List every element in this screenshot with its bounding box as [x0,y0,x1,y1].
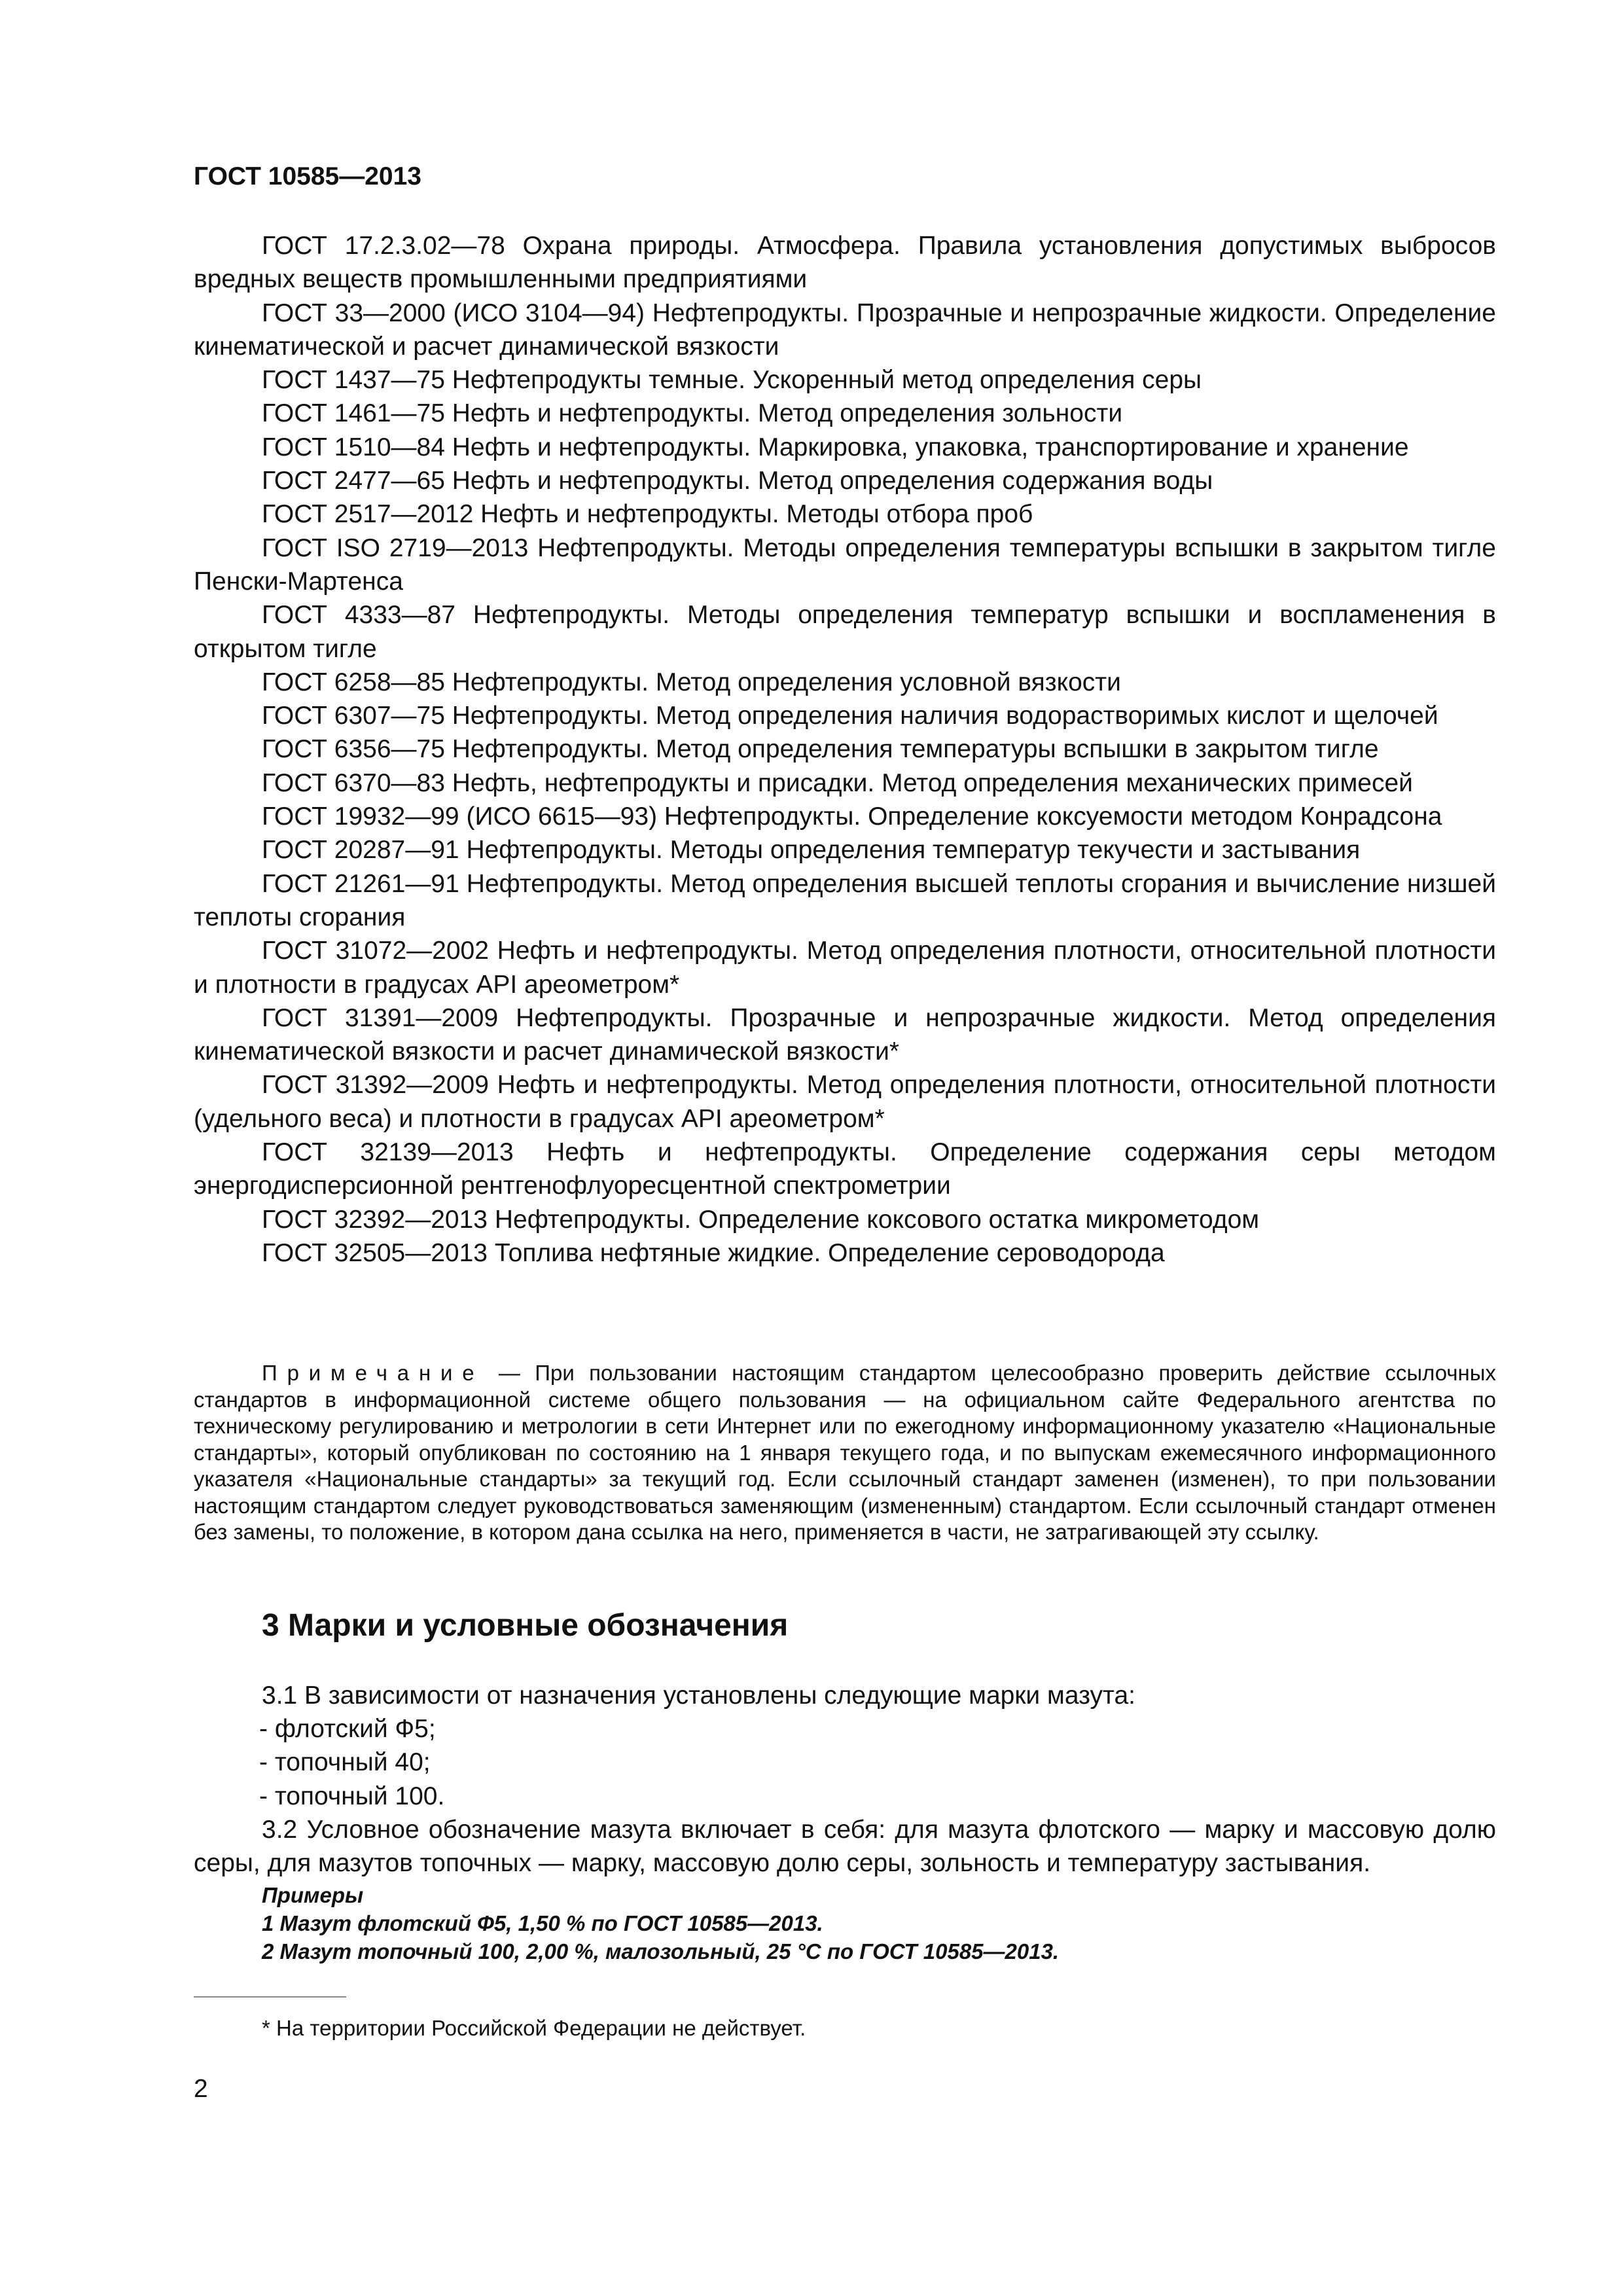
reference-item: ГОСТ 17.2.3.02—78 Охрана природы. Атмосфера. Правила установления допустимых выбросов вредных веществ промышленными предприятиями [194,232,1496,294]
reference-item: ГОСТ 21261—91 Нефтепродукты. Метод определения высшей теплоты сгорания и вычисление низшей теплоты сгорания [194,869,1496,931]
reference-item: ГОСТ 32505—2013 Топлива нефтяные жидкие. Определение сероводорода [262,1238,1165,1267]
reference-item: ГОСТ 32139—2013 Нефть и нефтепродукты. Определение содержания серы методом энергодисперсионной рентгенофлуоресцентной спектрометрии [194,1138,1496,1200]
example-item: 1 Мазут флотский Ф5, 1,50 % по ГОСТ 10585—2013. [262,1911,823,1935]
section-clauses [194,1679,1496,1880]
references-note [194,1360,1496,1546]
examples-heading: Примеры [262,1883,364,1907]
reference-item: ГОСТ 19932—99 (ИСО 6615—93) Нефтепродукты. Определение коксуемости методом Конрадсона [262,802,1442,831]
grade-list-item: - флотский Ф5; [259,1715,436,1744]
reference-item: ГОСТ 6307—75 Нефтепродукты. Метод определения наличия водорастворимых кислот и щелочей [262,702,1438,730]
section-title: 3 Марки и условные обозначения [262,1608,789,1643]
grade-list-item: - топочный 40; [259,1748,431,1777]
reference-item: ГОСТ 6356—75 Нефтепродукты. Метод определения температуры вспышки в закрытом тигле [262,735,1379,764]
document-header: ГОСТ 10585—2013 [194,162,421,190]
reference-item: ГОСТ 1461—75 Нефть и нефтепродукты. Метод определения зольности [262,399,1123,428]
reference-item: ГОСТ 4333—87 Нефтепродукты. Методы определения температур вспышки и воспламенения в открытом тигле [194,601,1496,663]
reference-item: ГОСТ 32392—2013 Нефтепродукты. Определение коксового остатка микрометодом [262,1205,1260,1234]
reference-item: ГОСТ 20287—91 Нефтепродукты. Методы определения температур текучести и застывания [262,836,1361,865]
reference-item: ГОСТ 1437—75 Нефтепродукты темные. Ускоренный метод определения серы [262,366,1202,395]
reference-item: ГОСТ 6370—83 Нефть, нефтепродукты и присадки. Метод определения механических примесей [262,768,1413,797]
note-label: Примечание [262,1361,484,1385]
page-number: 2 [194,2075,208,2103]
reference-item: ГОСТ 33—2000 (ИСО 3104—94) Нефтепродукты. Прозрачные и непрозрачные жидкости. Определение кинематической и расчет динамической вязкости [194,298,1496,361]
example-item: 2 Мазут топочный 100, 2,00 %, малозольный, 25 °С по ГОСТ 10585—2013. [262,1939,1060,1964]
reference-item: ГОСТ 31391—2009 Нефтепродукты. Прозрачные и непрозрачные жидкости. Метод определения кинематической вязкости и расчет динамической вязкости* [194,1003,1496,1066]
clause-3-1: 3.1 В зависимости от назначения установлены следующие марки мазута: [262,1681,1136,1710]
clause-3-2: 3.2 Условное обозначение мазута включает в себя: для мазута флотского — марку и массовую долю серы, для мазутов топочных — марку, массовую долю серы, зольность и температуру застывания. [194,1815,1496,1878]
reference-item: ГОСТ ISO 2719—2013 Нефтепродукты. Методы определения температуры вспышки в закрытом тигле Пенски-Мартенса [194,533,1496,596]
footnote: * На территории Российской Федерации не действует. [262,2016,806,2040]
reference-item: ГОСТ 31072—2002 Нефть и нефтепродукты. Метод определения плотности, относительной плотности и плотности в градусах API ареометром* [194,937,1496,999]
reference-item: ГОСТ 31392—2009 Нефть и нефтепродукты. Метод определения плотности, относительной плотности (удельного веса) и плотности в градусах API ареометром* [194,1071,1496,1133]
reference-item: ГОСТ 1510—84 Нефть и нефтепродукты. Маркировка, упаковка, транспортирование и хранение [262,433,1409,461]
note-text: — При пользовании настоящим стандартом целесообразно проверить действие ссылочных стандартов в информационной системе общего пользования — на официальном сайте Федерального агентства по техническому регулированию и метрологии в сети Интернет или по ежегодному информационному указателю «Национальные стандарты», который опубликован по состоянию на 1 января текущего года, и по выпускам ежемесячного информационного указателя «Национальные стандарты» за текущий год. Если ссылочный стандарт заменен (изменен), то при пользовании настоящим стандартом следует руководствоваться заменяющим (измененным) стандартом. Если ссылочный стандарт отменен без замены, то положение, в котором дана ссылка на него, применяется в части, не затрагивающей эту ссылку. [194,1361,1496,1544]
footnote-divider [194,1996,346,1998]
normative-references-list [194,229,1496,1270]
examples-block [262,1881,1499,1965]
reference-item: ГОСТ 2517—2012 Нефть и нефтепродукты. Методы отбора проб [262,500,1033,529]
reference-item: ГОСТ 6258—85 Нефтепродукты. Метод определения условной вязкости [262,668,1121,696]
reference-item: ГОСТ 2477—65 Нефть и нефтепродукты. Метод определения содержания воды [262,467,1213,495]
grade-list-item: - топочный 100. [259,1782,445,1810]
